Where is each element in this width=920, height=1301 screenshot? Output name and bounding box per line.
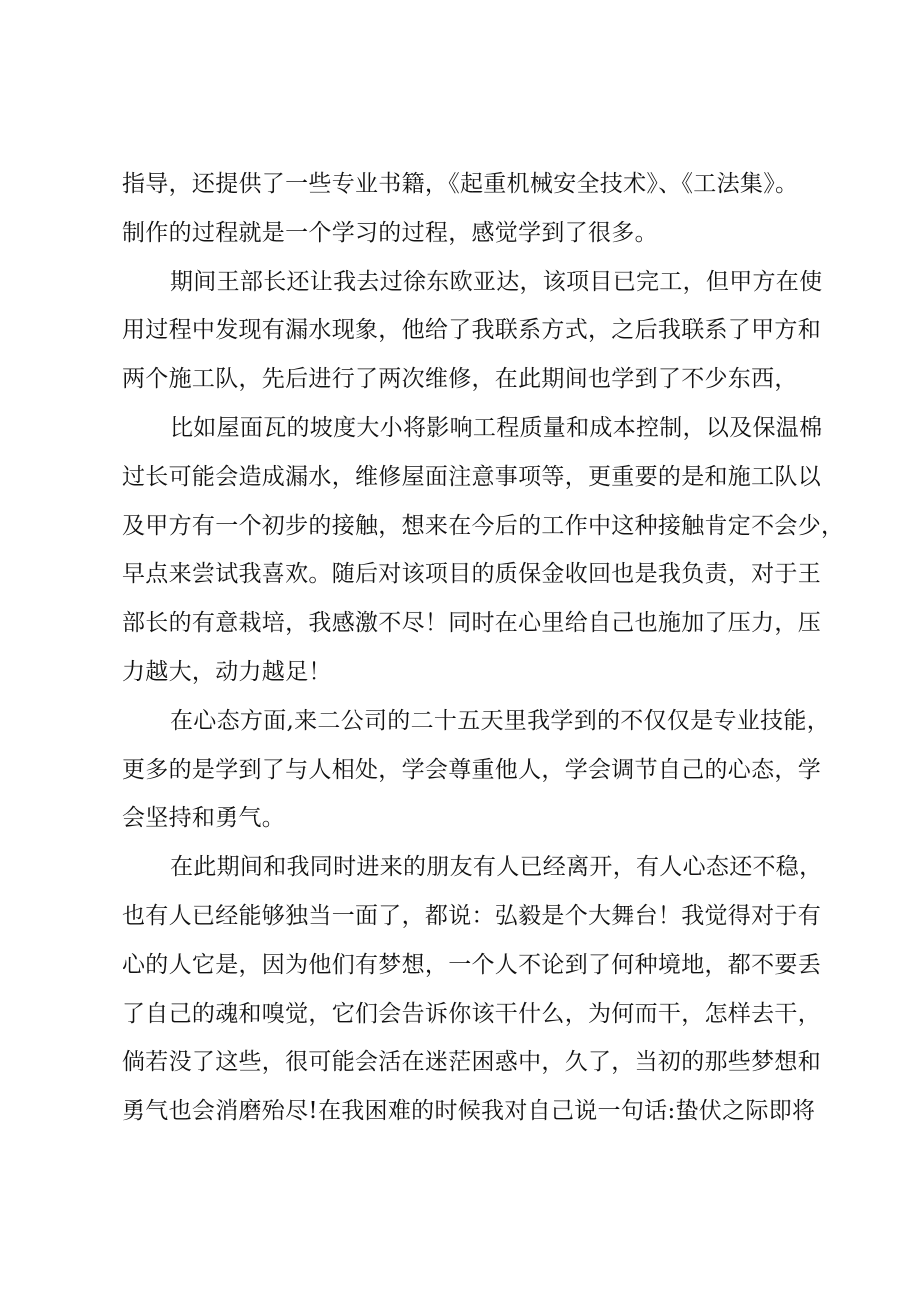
text-line: 早点来尝试我喜欢。随后对该项目的质保金收回也是我负责，对于王 xyxy=(122,561,821,588)
text-line: 心的人它是，因为他们有梦想，一个人不论到了何种境地，都不要丢 xyxy=(122,951,821,978)
text-line: 比如屋面瓦的坡度大小将影响工程质量和成本控制，以及保温棉 xyxy=(170,414,823,441)
text-line: 制作的过程就是一个学习的过程，感觉学到了很多。 xyxy=(122,219,658,246)
text-line: 在此期间和我同时进来的朋友有人已经离开，有人心态还不稳， xyxy=(170,854,823,881)
text-line: 勇气也会消磨殆尽!在我困难的时候我对自己说一句话:蛰伏之际即将 xyxy=(122,1098,816,1125)
text-line: 倘若没了这些，很可能会活在迷茫困惑中，久了，当初的那些梦想和 xyxy=(122,1049,821,1076)
text-line: 用过程中发现有漏水现象，他给了我联系方式，之后我联系了甲方和 xyxy=(122,317,821,344)
text-line: 力越大，动力越足！ xyxy=(122,658,332,685)
text-line: 部长的有意栽培，我感激不尽！同时在心里给自己也施加了压力，压 xyxy=(122,610,821,637)
text-line: 会坚持和勇气。 xyxy=(122,805,286,832)
text-line: 也有人已经能够独当一面了，都说：弘毅是个大舞台！我觉得对于有 xyxy=(122,902,821,929)
text-line: 更多的是学到了与人相处，学会尊重他人，学会调节自己的心态，学 xyxy=(122,756,821,783)
text-line: 指导，还提供了一些专业书籍，《起重机械安全技术》、《工法集》。 xyxy=(122,171,799,197)
text-line: 及甲方有一个初步的接触，想来在今后的工作中这种接触肯定不会少， xyxy=(122,512,845,539)
text-line: 期间王部长还让我去过徐东欧亚达，该项目已完工，但甲方在使 xyxy=(170,268,823,295)
document-body xyxy=(122,160,845,1136)
text-line: 两个施工队，先后进行了两次维修，在此期间也学到了不少东西， xyxy=(122,366,798,393)
text-line: 了自己的魂和嗅觉，它们会告诉你该干什么，为何而干，怎样去干， xyxy=(122,1000,821,1027)
text-line: 过长可能会造成漏水，维修屋面注意事项等，更重要的是和施工队以 xyxy=(122,463,821,490)
text-line: 在心态方面,来二公司的二十五天里我学到的不仅仅是专业技能， xyxy=(170,707,831,734)
